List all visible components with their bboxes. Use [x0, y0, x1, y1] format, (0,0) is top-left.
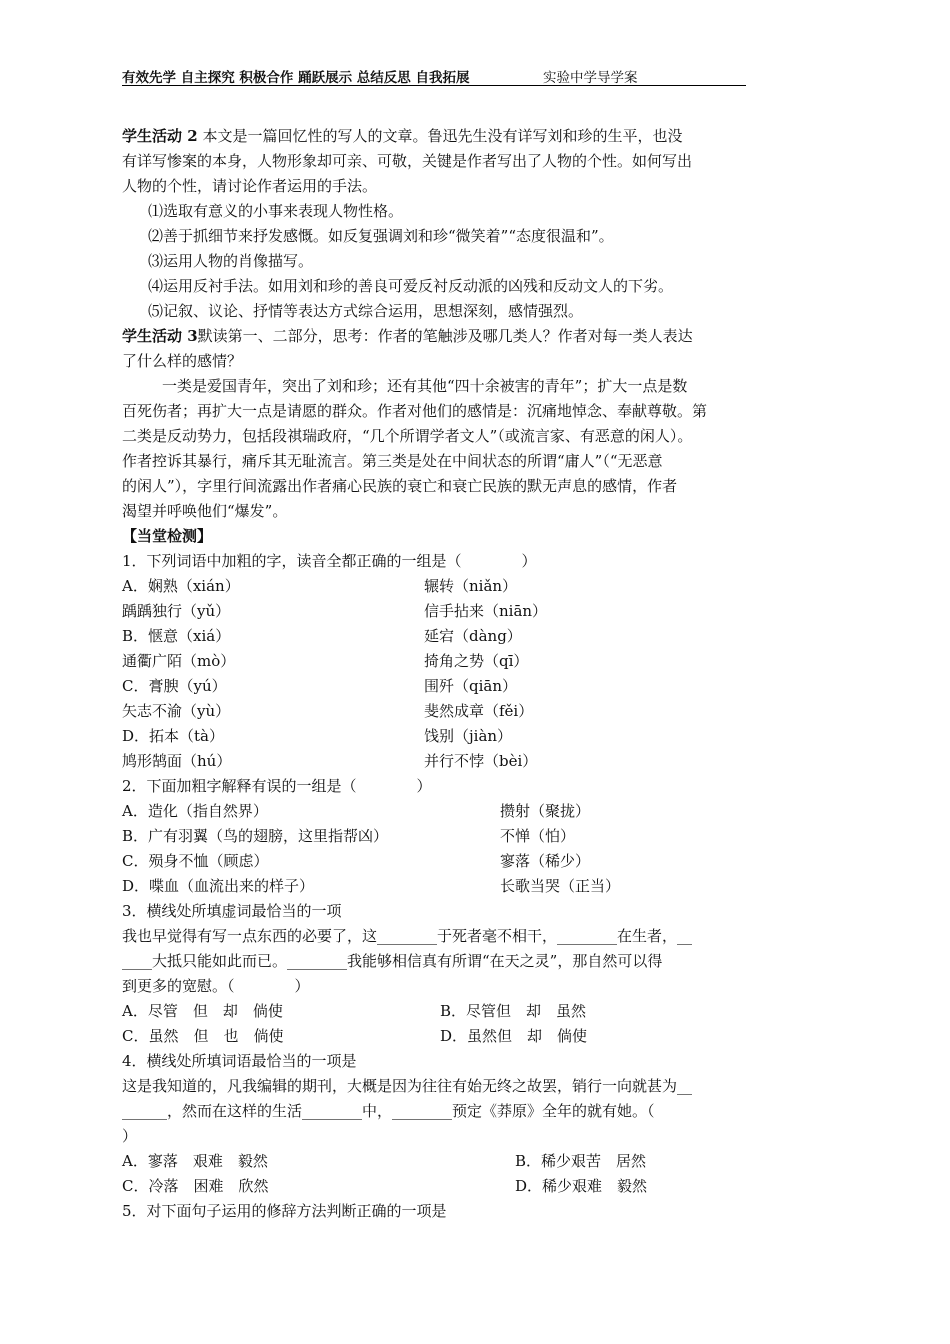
activity3-answer-5: 的闲人”），字里行间流露出作者痛心民族的衰亡和衰亡民族的默无声息的感情，作者	[122, 477, 678, 495]
q1-row-5-right: 围歼（qiān）	[424, 677, 518, 695]
activity2-line1	[122, 126, 682, 146]
q1-stem: 1．下列词语中加粗的字，读音全都正确的一组是（ ）	[122, 552, 537, 570]
q3-option-b: B．尽管但 却 虽然	[440, 1002, 587, 1020]
q2-row-4-right: 长歌当哭（正当）	[500, 877, 621, 895]
q1-row-8-right: 并行不悖（bèi）	[424, 752, 538, 770]
q4-line-3: ）	[122, 1127, 138, 1145]
q1-row-1-left: A．娴熟（xián）	[122, 577, 240, 595]
q3-line-3: 到更多的宽慰。（ ）	[122, 977, 310, 995]
activity3-label: 学生活动 3	[122, 327, 198, 345]
activity2-label: 学生活动 2	[122, 127, 198, 145]
activity2-intro-1: 本文是一篇回忆性的写人的文章。鲁迅先生没有详写刘和珍的生平，也没	[197, 127, 683, 145]
activity2-point-2: ⑵善于抓细节来抒发感慨。如反复强调刘和珍“微笑着”“态度很温和”。	[148, 227, 614, 245]
activity3-question-line2: 了什么样的感情？	[122, 352, 243, 370]
activity3-answer-4: 作者控诉其暴行，痛斥其无耻流言。第三类是处在中间状态的所谓“庸人”（“无恶意	[122, 452, 663, 470]
q2-row-3-left: C．殒身不恤（顾虑）	[122, 852, 269, 870]
q1-row-2-right: 信手拈来（niān）	[424, 602, 548, 620]
activity2-intro-2: 有详写惨案的本身，人物形象却可亲、可敬，关键是作者写出了人物的个性。如何写出	[122, 152, 693, 170]
q1-row-4-right: 掎角之势（qī）	[424, 652, 529, 670]
activity2-point-4: ⑷运用反衬手法。如用刘和珍的善良可爱反衬反动派的凶残和反动文人的下劣。	[148, 277, 674, 295]
q2-row-1-left: A．造化（指自然界）	[122, 802, 268, 820]
activity3-answer-1: 一类是爱国青年，突出了刘和珍；还有其他“四十余被害的青年”；扩大一点是数	[162, 377, 688, 395]
q3-line-2: ____大抵只能如此而已。________我能够相信真有所谓“在天之灵”，那自然可以得	[122, 952, 663, 970]
q2-stem: 2．下面加粗字解释有误的一组是（ ）	[122, 777, 432, 795]
page-header	[122, 66, 746, 86]
activity2-point-5: ⑸记叙、议论、抒情等表达方式综合运用，思想深刻，感情强烈。	[148, 302, 584, 320]
activity3-answer-3: 二类是反动势力，包括段祺瑞政府，“几个所谓学者文人”（或流言家、有恶意的闲人）。	[122, 427, 693, 445]
q4-option-a: A．寥落 艰难 毅然	[122, 1152, 268, 1170]
test-title: 【当堂检测】	[122, 527, 213, 545]
q4-line-2: ______，然而在这样的生活________中，________预定《莽原》全年的就有她。（	[122, 1102, 655, 1120]
header-slogan: 有效先学 自主探究 积极合作 踊跃展示 总结反思 自我拓展	[122, 70, 470, 86]
activity2-point-3: ⑶运用人物的肖像描写。	[148, 252, 314, 270]
q1-row-6-right: 斐然成章（fěi）	[424, 702, 534, 720]
q3-line-1: 我也早觉得有写一点东西的必要了，这________于死者毫不相干，________在生者，__	[122, 927, 693, 945]
activity3-answer-6: 渴望并呼唤他们“爆发”。	[122, 502, 288, 520]
q1-row-1-right: 辗转（niǎn）	[424, 577, 518, 595]
q1-row-5-left: C．膏腴（yú）	[122, 677, 227, 695]
q1-row-7-right: 饯别（jiàn）	[424, 727, 513, 745]
q2-row-2-right: 不惮（怕）	[500, 827, 576, 845]
q5-stem: 5．对下面句子运用的修辞方法判断正确的一项是	[122, 1202, 447, 1220]
q3-option-c: C．虽然 但 也 倘使	[122, 1027, 284, 1045]
header-school: 实验中学导学案	[543, 70, 638, 86]
q1-row-3-left: B．惬意（xiá）	[122, 627, 231, 645]
q4-option-c: C．冷落 困难 欣然	[122, 1177, 269, 1195]
q4-stem: 4．横线处所填词语最恰当的一项是	[122, 1052, 357, 1070]
q2-row-4-left: D．喋血（血流出来的样子）	[122, 877, 315, 895]
q1-row-6-left: 矢志不渝（yù）	[122, 702, 231, 720]
q1-row-3-right: 延宕（dàng）	[424, 627, 522, 645]
q1-row-4-left: 通衢广陌（mò）	[122, 652, 236, 670]
q2-row-2-left: B．广有羽翼（鸟的翅膀，这里指帮凶）	[122, 827, 389, 845]
activity3-q1: 默读第一、二部分，思考：作者的笔触涉及哪几类人？作者对每一类人表达	[197, 327, 693, 345]
q3-option-d: D．虽然但 却 倘使	[440, 1027, 588, 1045]
activity3-answer-2: 百死伤者；再扩大一点是请愿的群众。作者对他们的感情是：沉痛地悼念、奉献尊敬。第	[122, 402, 708, 420]
activity2-intro-3: 人物的个性，请讨论作者运用的手法。	[122, 177, 378, 195]
activity2-point-1: ⑴选取有意义的小事来表现人物性格。	[148, 202, 404, 220]
q1-row-8-left: 鸠形鹄面（hú）	[122, 752, 232, 770]
q4-option-d: D．稀少艰难 毅然	[515, 1177, 648, 1195]
q3-option-a: A．尽管 但 却 倘使	[122, 1002, 283, 1020]
q2-row-3-right: 寥落（稀少）	[500, 852, 591, 870]
activity3-question-line1	[122, 326, 693, 346]
q1-row-7-left: D．拓本（tà）	[122, 727, 224, 745]
q2-row-1-right: 攒射（聚拢）	[500, 802, 591, 820]
q3-stem: 3．横线处所填虚词最恰当的一项	[122, 902, 342, 920]
q1-row-2-left: 踽踽独行（yǔ）	[122, 602, 231, 620]
q4-option-b: B．稀少艰苦 居然	[515, 1152, 647, 1170]
q4-line-1: 这是我知道的，凡我编辑的期刊，大概是因为往往有始无终之故罢，销行一向就甚为__	[122, 1077, 693, 1095]
